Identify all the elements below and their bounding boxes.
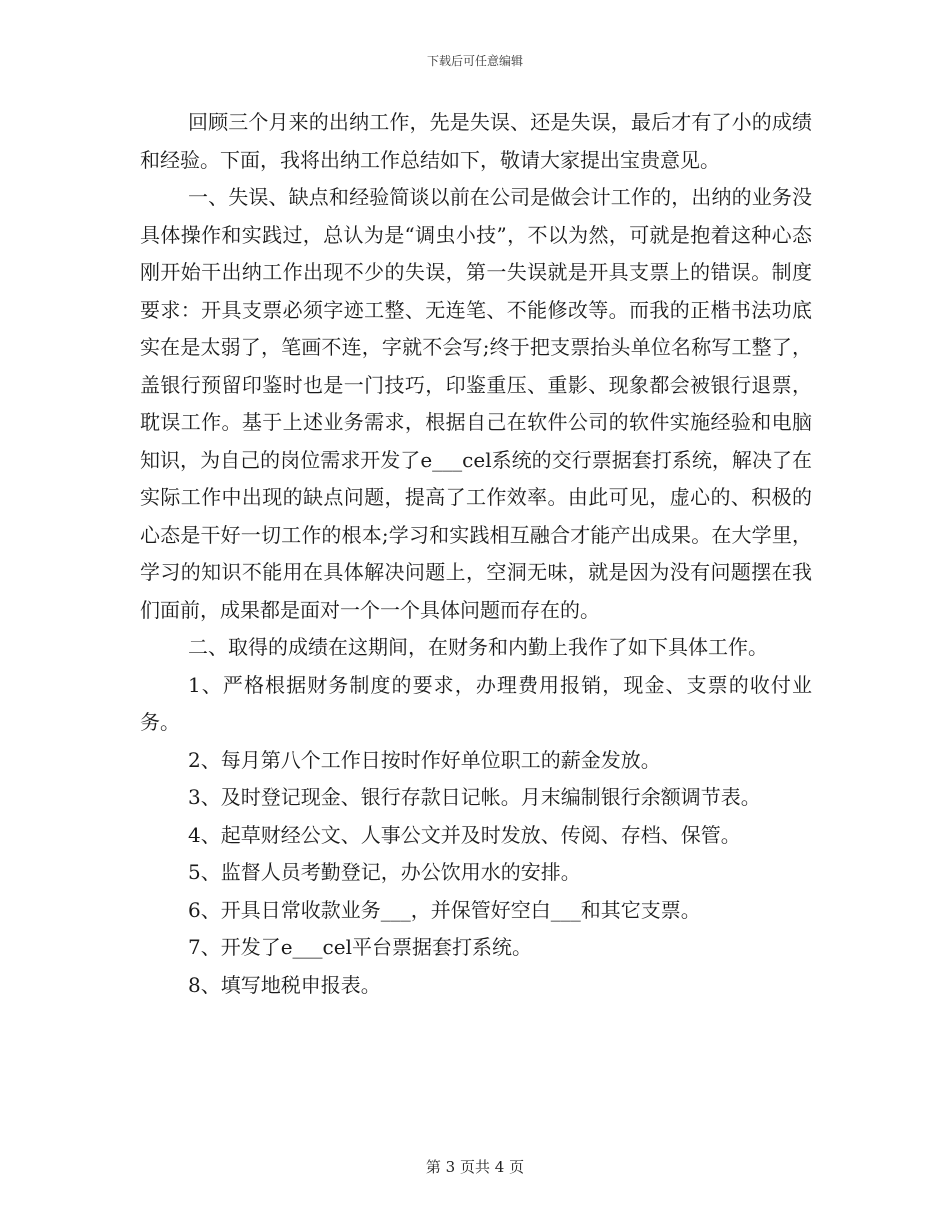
paragraph-section-one: 一、失误、缺点和经验简谈以前在公司是做会计工作的，出纳的业务没具体操作和实践过，总认为是“调虫小技”，不以为然，可就是抱着这种心态刚开始干出纳工作出现不少的失误，第一失误就是开具支票上的错误。制度要求：开具支票必须字迹工整、无连笔、不能修改等。而我的正楷书法功底实在是太弱了，笔画不连，字就不会写;终于把支票抬头单位名称写工整了，盖银行预留印鉴时也是一门技巧，印鉴重压、重影、现象都会被银行退票，耽误工作。基于上述业务需求，根据自己在软件公司的软件实施经验和电脑知识，为自己的岗位需求开发了e___cel系统的交行票据套打系统，解决了在实际工作中出现的缺点问题，提高了工作效率。由此可见，虚心的、积极的心态是干好一切工作的根本;学习和实践相互融合才能产出成果。在大学里，学习的知识不能用在具体解决问题上，空洞无味，就是因为没有问题摆在我们面前，成果都是面对一个一个具体问题而存在的。 xyxy=(140,185,812,622)
list-item-8: 8、填写地税申报表。 xyxy=(188,972,381,997)
list-item-4: 4、起草财经公文、人事公文并及时发放、传阅、存档、保管。 xyxy=(188,822,741,847)
list-item-7: 7、开发了e___cel平台票据套打系统。 xyxy=(188,935,532,959)
list-item-3: 3、及时登记现金、银行存款日记帐。月末编制银行余额调节表。 xyxy=(188,785,761,809)
list-item-6: 6、开具日常收款业务___，并保管好空白___和其它支票。 xyxy=(188,897,701,922)
list-item-5: 5、监督人员考勤登记，办公饮用水的安排。 xyxy=(188,860,581,884)
paragraph-intro: 回顾三个月来的出纳工作，先是失误、还是失误，最后才有了小的成绩和经验。下面，我将出纳工作总结如下，敬请大家提出宝贵意见。 xyxy=(140,110,812,172)
paragraph-section-two: 二、取得的成绩在这期间，在财务和内勤上我作了如下具体工作。 xyxy=(188,635,768,659)
page-footer: 第 3 页共 4 页 xyxy=(425,1158,525,1176)
list-item-2: 2、每月第八个工作日按时作好单位职工的薪金发放。 xyxy=(188,747,661,772)
list-item-1: 1、严格根据财务制度的要求，办理费用报销，现金、支票的收付业务。 xyxy=(140,672,812,734)
page-header: 下载后可任意编辑 xyxy=(426,54,523,68)
document-body xyxy=(140,104,812,1004)
